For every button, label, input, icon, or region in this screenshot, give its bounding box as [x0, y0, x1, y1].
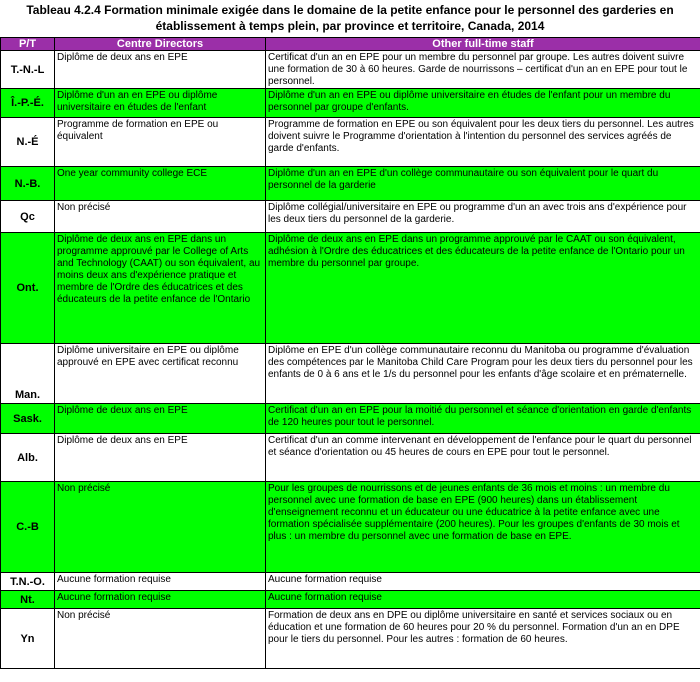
table-row — [1, 591, 700, 609]
staff-cell: Programme de formation en EPE ou son équivalent pour les deux tiers du personnel. Les autres doivent suivre le Programme d'orientation à l'intention du personnel des services agréés de garde d'enfants. — [266, 118, 700, 167]
pt-cell: Ont. — [1, 233, 55, 344]
staff-cell: Aucune formation requise — [266, 573, 700, 591]
directors-cell: Diplôme d'un an en EPE ou diplôme universitaire en études de l'enfant — [55, 89, 266, 118]
directors-cell: Diplôme universitaire en EPE ou diplôme approuvé en EPE avec certificat reconnu — [55, 344, 266, 404]
table-row — [1, 609, 700, 669]
pt-cell: Sask. — [1, 404, 55, 434]
staff-cell: Certificat d'un an en EPE pour la moitié du personnel et séance d'orientation en garde d'enfants de 120 heures pour tout le personnel. — [266, 404, 700, 434]
staff-cell: Diplôme d'un an en EPE ou diplôme universitaire en études de l'enfant pour un membre du personnel par groupe d'enfants. — [266, 89, 700, 118]
title-line-2: établissement à temps plein, par province et territoire, Canada, 2014 — [155, 19, 545, 33]
table-row — [1, 482, 700, 573]
pt-cell: T.-N.-L — [1, 51, 55, 89]
staff-cell: Diplôme en EPE d'un collège communautaire reconnu du Manitoba ou programme d'évaluation des compétences par le Manitoba Child Care Program pour les deux tiers du personnel pour les enfants de 0 à 6 ans et le 1/s du personnel pour les enfants d'âge scolaire et en prématernelle. — [266, 344, 700, 404]
directors-cell: Non précisé — [55, 609, 266, 669]
table-row — [1, 118, 700, 167]
pt-cell: Î.-P.-É. — [1, 89, 55, 118]
directors-cell: Diplôme de deux ans en EPE — [55, 404, 266, 434]
directors-cell: Programme de formation en EPE ou équivalent — [55, 118, 266, 167]
directors-cell: Diplôme de deux ans en EPE dans un programme approuvé par le College of Arts and Technology (CAAT) ou son équivalent, au moins deux ans d'expérience pratique et membre de l'Ordre des éducatrices et des éducateurs de la petite enfance de l'Ontario — [55, 233, 266, 344]
staff-cell: Diplôme de deux ans en EPE dans un programme approuvé par le CAAT ou son équivalent, adhésion à l'Ordre des éducatrices et des éducateurs de la petite enfance de l'Ontario pour un membre du personnel par groupe. — [266, 233, 700, 344]
pt-cell: T.N.-O. — [1, 573, 55, 591]
table-row — [1, 89, 700, 118]
header-pt: P/T — [1, 38, 55, 51]
training-table — [0, 37, 700, 669]
directors-cell: Aucune formation requise — [55, 591, 266, 609]
staff-cell: Pour les groupes de nourrissons et de jeunes enfants de 36 mois et moins : un membre du personnel avec une formation de base en EPE (900 heures) dans un établissement d'enseignement reconnu et un éducateur ou une éducatrice à la petite enfance avec une formation spécialisée supplémentaire (200 heures). Pour les groupes d'enfants de 30 mois et plus : un membre du personnel avec une formation de base en EPE. — [266, 482, 700, 573]
header-directors: Centre Directors — [55, 38, 266, 51]
staff-cell: Formation de deux ans en DPE ou diplôme universitaire en santé et services sociaux ou en éducation et une formation de 60 heures pour 20 % du personnel. Formation d'un an en DPE pour le tiers du personnel. Pour les autres : formation de 60 heures. — [266, 609, 700, 669]
directors-cell: Non précisé — [55, 201, 266, 233]
directors-cell: One year community college ECE — [55, 167, 266, 201]
table-row — [1, 573, 700, 591]
header-staff: Other full-time staff — [266, 38, 700, 51]
staff-cell: Certificat d'un an comme intervenant en développement de l'enfance pour le quart du personnel et séance d'orientation ou 45 heures de cours en EPE pour tout le personnel. — [266, 434, 700, 482]
staff-cell: Certificat d'un an en EPE pour un membre du personnel par groupe. Les autres doivent suivre une formation de 30 à 60 heures. Garde de nourrissons – certificat d'un an en EPE pour tout le personnel. — [266, 51, 700, 89]
table-row — [1, 434, 700, 482]
table-row — [1, 51, 700, 89]
table-row — [1, 201, 700, 233]
pt-cell: Yn — [1, 609, 55, 669]
directors-cell: Diplôme de deux ans en EPE — [55, 51, 266, 89]
directors-cell: Non précisé — [55, 482, 266, 573]
pt-cell: C.-B — [1, 482, 55, 573]
pt-cell: Alb. — [1, 434, 55, 482]
header-row — [1, 38, 700, 51]
title-line-1: Tableau 4.2.4 Formation minimale exigée dans le domaine de la petite enfance pour le personnel des garderies en — [26, 3, 674, 17]
table-row — [1, 233, 700, 344]
pt-cell: N.-B. — [1, 167, 55, 201]
staff-cell: Diplôme d'un an en EPE d'un collège communautaire ou son équivalent pour le quart du personnel de la garderie — [266, 167, 700, 201]
directors-cell: Diplôme de deux ans en EPE — [55, 434, 266, 482]
staff-cell: Diplôme collégial/universitaire en EPE ou programme d'un an avec trois ans d'expérience pour les deux tiers du personnel de la garderie. — [266, 201, 700, 233]
pt-cell: Qc — [1, 201, 55, 233]
pt-cell: Nt. — [1, 591, 55, 609]
table-row — [1, 344, 700, 404]
pt-cell: N.-É — [1, 118, 55, 167]
table-title — [0, 0, 700, 37]
directors-cell: Aucune formation requise — [55, 573, 266, 591]
table-row — [1, 167, 700, 201]
staff-cell: Aucune formation requise — [266, 591, 700, 609]
table-row — [1, 404, 700, 434]
pt-cell: Man. — [1, 344, 55, 404]
